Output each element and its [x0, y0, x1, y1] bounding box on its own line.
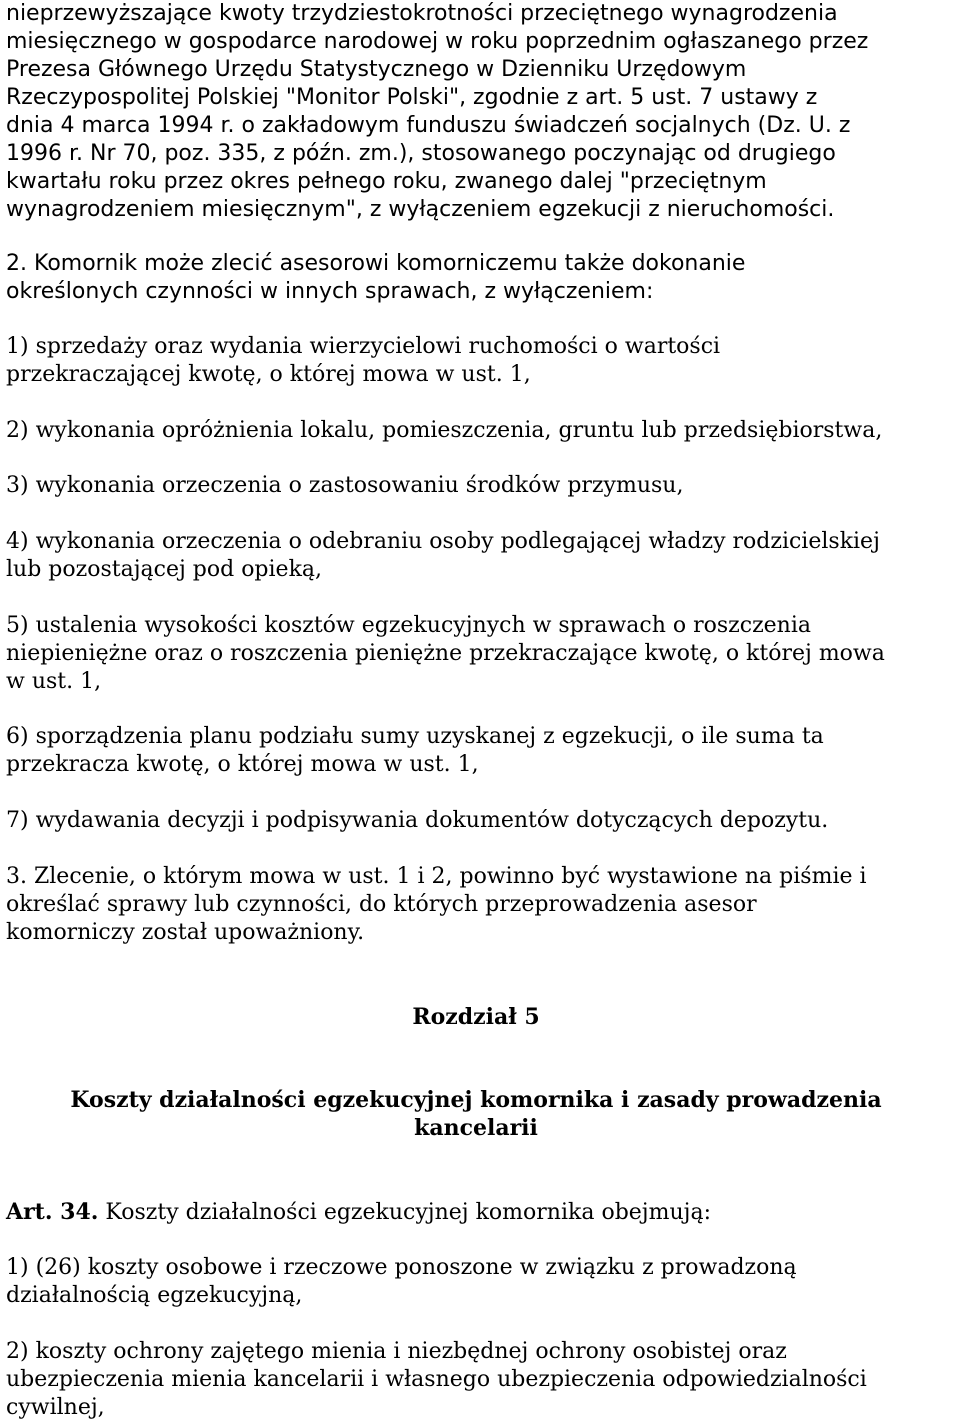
text-line: cywilnej, — [6, 1395, 105, 1420]
text-line: 4) wykonania orzeczenia o odebraniu osoby podlegającej władzy rodzicielskiej — [6, 529, 880, 554]
text-line: 5) ustalenia wysokości kosztów egzekucyjnych w sprawach o roszczenia — [6, 613, 811, 638]
list-item — [6, 472, 683, 500]
list-item — [6, 612, 885, 696]
text-line: nieprzewyższające kwoty trzydziestokrotności przeciętnego wynagrodzenia — [6, 1, 838, 26]
list-item — [6, 528, 880, 584]
text-line: komorniczy został upoważniony. — [6, 920, 365, 945]
text-line: działalnością egzekucyjną, — [6, 1283, 303, 1308]
text-line: Koszty działalności egzekucyjnej komornika i zasady prowadzenia — [70, 1087, 882, 1113]
text-line: określać sprawy lub czynności, do których przeprowadzenia asesor — [6, 892, 757, 917]
paragraph-continued-limit — [6, 0, 868, 224]
text-line: 3) wykonania orzeczenia o zastosowaniu środków przymusu, — [6, 473, 684, 498]
article-heading-line — [6, 1198, 711, 1226]
text-line: 6) sporządzenia planu podziału sumy uzyskanej z egzekucji, o ile suma ta — [6, 724, 824, 749]
text-line: przekracza kwotę, o której mowa w ust. 1, — [6, 752, 479, 777]
chapter-subtitle — [6, 1086, 946, 1142]
text-line: 3. Zlecenie, o którym mowa w ust. 1 i 2, powinno być wystawione na piśmie i — [6, 864, 867, 889]
list-item — [6, 1338, 867, 1422]
text-line: dnia 4 marca 1994 r. o zakładowym funduszu świadczeń socjalnych (Dz. U. z — [6, 113, 851, 138]
paragraph-section-2 — [6, 250, 745, 306]
text-line: 2. Komornik może zlecić asesorowi komorniczemu także dokonanie — [6, 251, 746, 276]
text-line: wynagrodzeniem miesięcznym", z wyłączeniem egzekucji z nieruchomości. — [6, 197, 835, 222]
article-text: Koszty działalności egzekucyjnej komornika obejmują: — [98, 1200, 711, 1225]
text-line: przekraczającej kwotę, o której mowa w ust. 1, — [6, 362, 531, 387]
text-line: Prezesa Głównego Urzędu Statystycznego w Dzienniku Urzędowym — [6, 57, 747, 82]
text-line: 1) (26) koszty osobowe i rzeczowe ponoszone w związku z prowadzoną — [6, 1255, 797, 1280]
text-line: 7) wydawania decyzji i podpisywania dokumentów dotyczących depozytu. — [6, 808, 829, 833]
text-line: kwartału roku przez okres pełnego roku, zwanego dalej "przeciętnym — [6, 169, 767, 194]
text-line: kancelarii — [414, 1115, 538, 1141]
chapter-title — [6, 1003, 946, 1031]
list-item — [6, 723, 824, 779]
text-line: lub pozostającej pod opieką, — [6, 557, 323, 582]
list-item — [6, 417, 882, 445]
text-line: 2) koszty ochrony zajętego mienia i niezbędnej ochrony osobistej oraz — [6, 1339, 787, 1364]
list-item — [6, 1254, 797, 1310]
text-line: 1) sprzedaży oraz wydania wierzycielowi ruchomości o wartości — [6, 334, 721, 359]
text-line: ubezpieczenia mienia kancelarii i własnego ubezpieczenia odpowiedzialności — [6, 1367, 867, 1392]
article-34 — [6, 1198, 711, 1226]
text-line: 2) wykonania opróżnienia lokalu, pomieszczenia, gruntu lub przedsiębiorstwa, — [6, 418, 883, 443]
list-item — [6, 807, 828, 835]
text-line: miesięcznego w gospodarce narodowej w roku poprzednim ogłaszanego przez — [6, 29, 869, 54]
text-line: niepieniężne oraz o roszczenia pieniężne przekraczające kwotę, o której mowa — [6, 641, 885, 666]
paragraph-section-3 — [6, 863, 867, 947]
list-item — [6, 333, 720, 389]
text-line: określonych czynności w innych sprawach, z wyłączeniem: — [6, 279, 654, 304]
text-line: Rzeczypospolitej Polskiej "Monitor Polski", zgodnie z art. 5 ust. 7 ustawy z — [6, 85, 818, 110]
text-line: 1996 r. Nr 70, poz. 335, z późn. zm.), stosowanego poczynając od drugiego — [6, 141, 836, 166]
chapter-title-text: Rozdział 5 — [412, 1004, 540, 1030]
article-label: Art. 34. — [6, 1199, 99, 1225]
text-line: w ust. 1, — [6, 669, 102, 694]
